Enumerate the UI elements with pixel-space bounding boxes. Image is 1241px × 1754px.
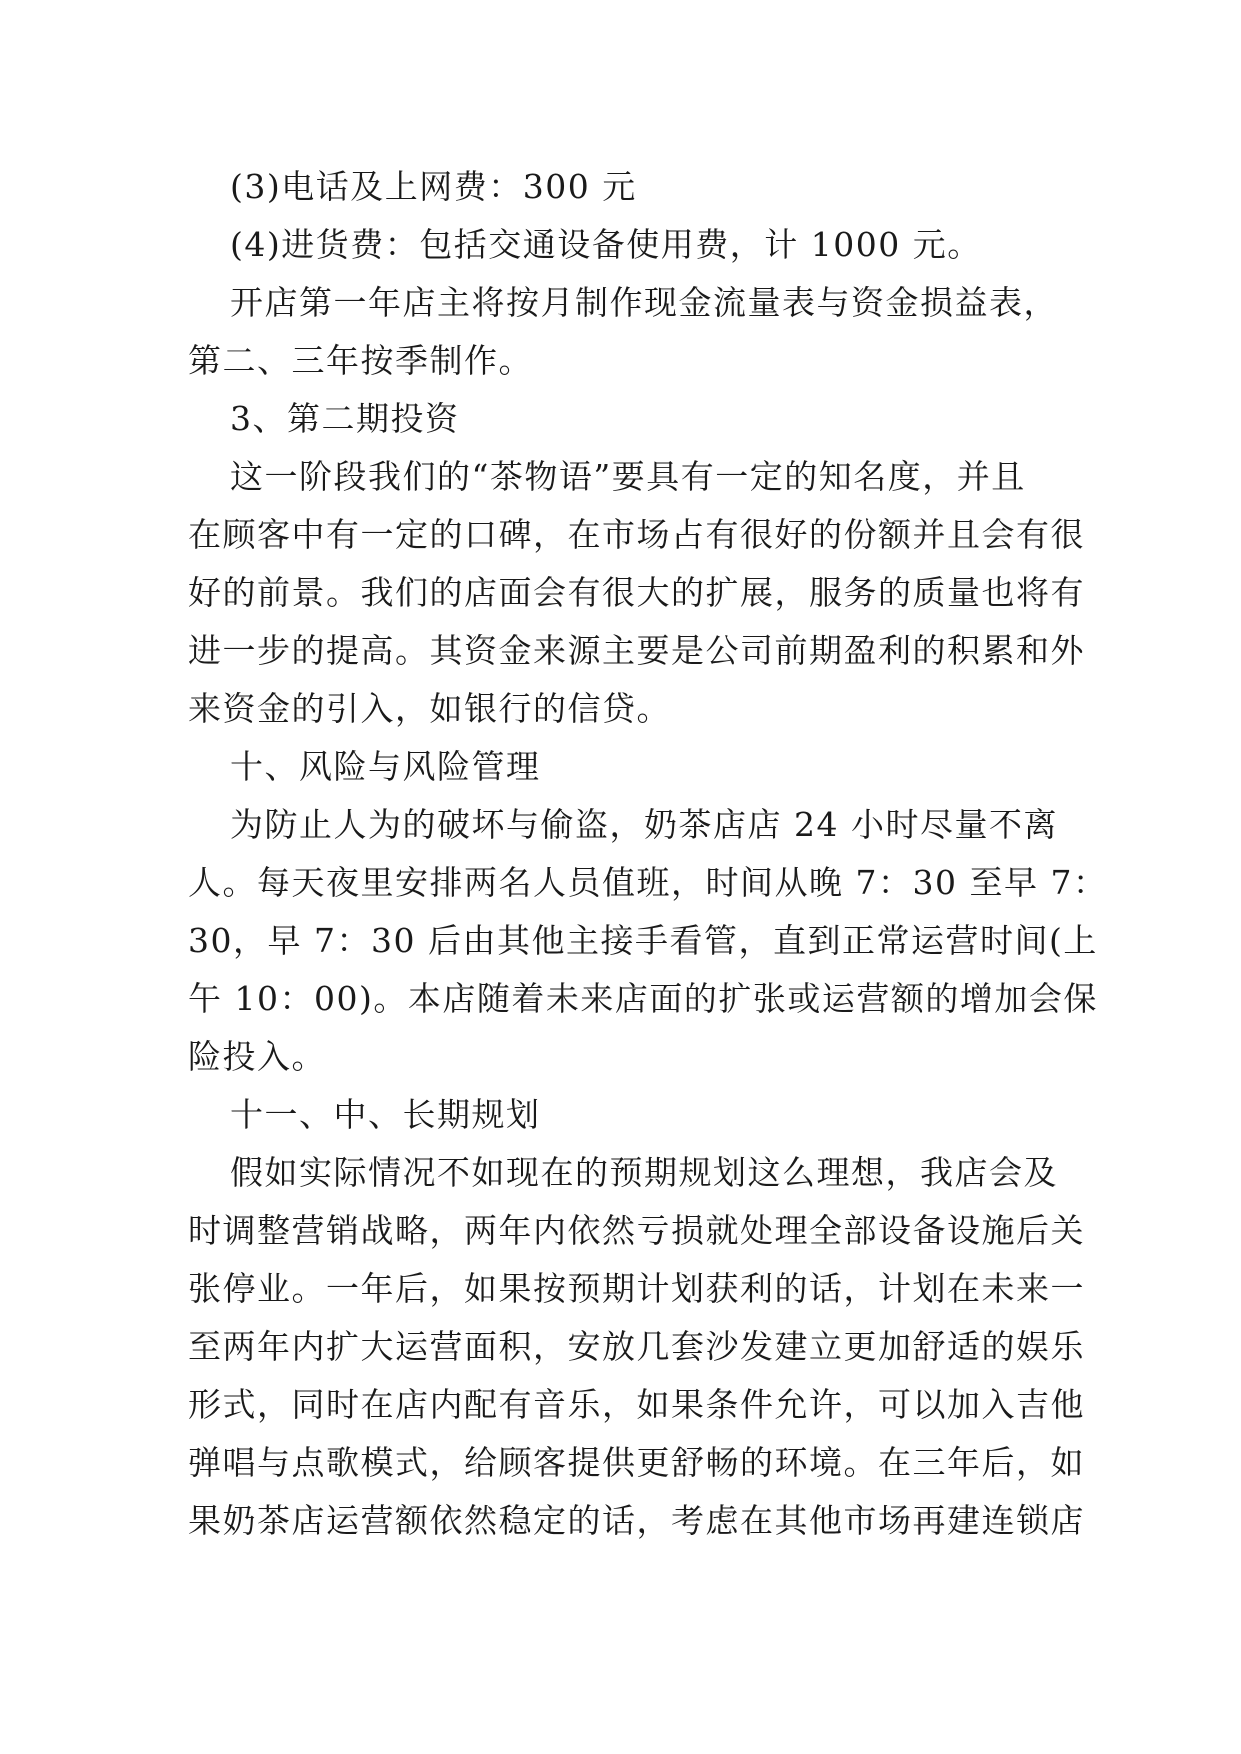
paragraph-line: 人。每天夜里安排两名人员值班，时间从晚 7：30 至早 7： — [188, 863, 1108, 902]
paragraph-line: 来资金的引入，如银行的信贷。 — [188, 689, 671, 728]
paragraph-line: 弹唱与点歌模式，给顾客提供更舒畅的环境。在三年后，如 — [188, 1443, 1085, 1482]
paragraph-line: 张停业。一年后，如果按预期计划获利的话，计划在未来一 — [188, 1269, 1085, 1308]
paragraph-line: 在顾客中有一定的口碑，在市场占有很好的份额并且会有很 — [188, 515, 1085, 554]
paragraph-line: 这一阶段我们的“茶物语”要具有一定的知名度，并且 — [230, 457, 1026, 496]
paragraph-line: 进一步的提高。其资金来源主要是公司前期盈利的积累和外 — [188, 631, 1085, 670]
section-heading: 十一、中、长期规划 — [230, 1095, 541, 1134]
paragraph-line: 果奶茶店运营额依然稳定的话，考虑在其他市场再建连锁店 — [188, 1501, 1085, 1540]
paragraph-line: 午 10：00)。本店随着未来店面的扩张或运营额的增加会保 — [188, 979, 1098, 1018]
paragraph-line: (3)电话及上网费：300 元 — [230, 167, 637, 206]
section-heading: 3、第二期投资 — [230, 399, 460, 438]
paragraph-line: 为防止人为的破坏与偷盗，奶茶店店 24 小时尽量不离 — [230, 805, 1058, 844]
paragraph-line: 假如实际情况不如现在的预期规划这么理想，我店会及 — [230, 1153, 1058, 1192]
paragraph-line: 30，早 7：30 后由其他主接手看管，直到正常运营时间(上 — [188, 921, 1098, 960]
section-heading: 十、风险与风险管理 — [230, 747, 541, 786]
paragraph-line: (4)进货费：包括交通设备使用费，计 1000 元。 — [230, 225, 982, 264]
paragraph-line: 形式，同时在店内配有音乐，如果条件允许，可以加入吉他 — [188, 1385, 1085, 1424]
paragraph-line: 开店第一年店主将按月制作现金流量表与资金损益表， — [230, 283, 1058, 322]
paragraph-line: 好的前景。我们的店面会有很大的扩展，服务的质量也将有 — [188, 573, 1085, 612]
paragraph-line: 第二、三年按季制作。 — [188, 341, 533, 380]
paragraph-line: 时调整营销战略，两年内依然亏损就处理全部设备设施后关 — [188, 1211, 1085, 1250]
paragraph-line: 至两年内扩大运营面积，安放几套沙发建立更加舒适的娱乐 — [188, 1327, 1085, 1366]
paragraph-line: 险投入。 — [188, 1037, 326, 1076]
